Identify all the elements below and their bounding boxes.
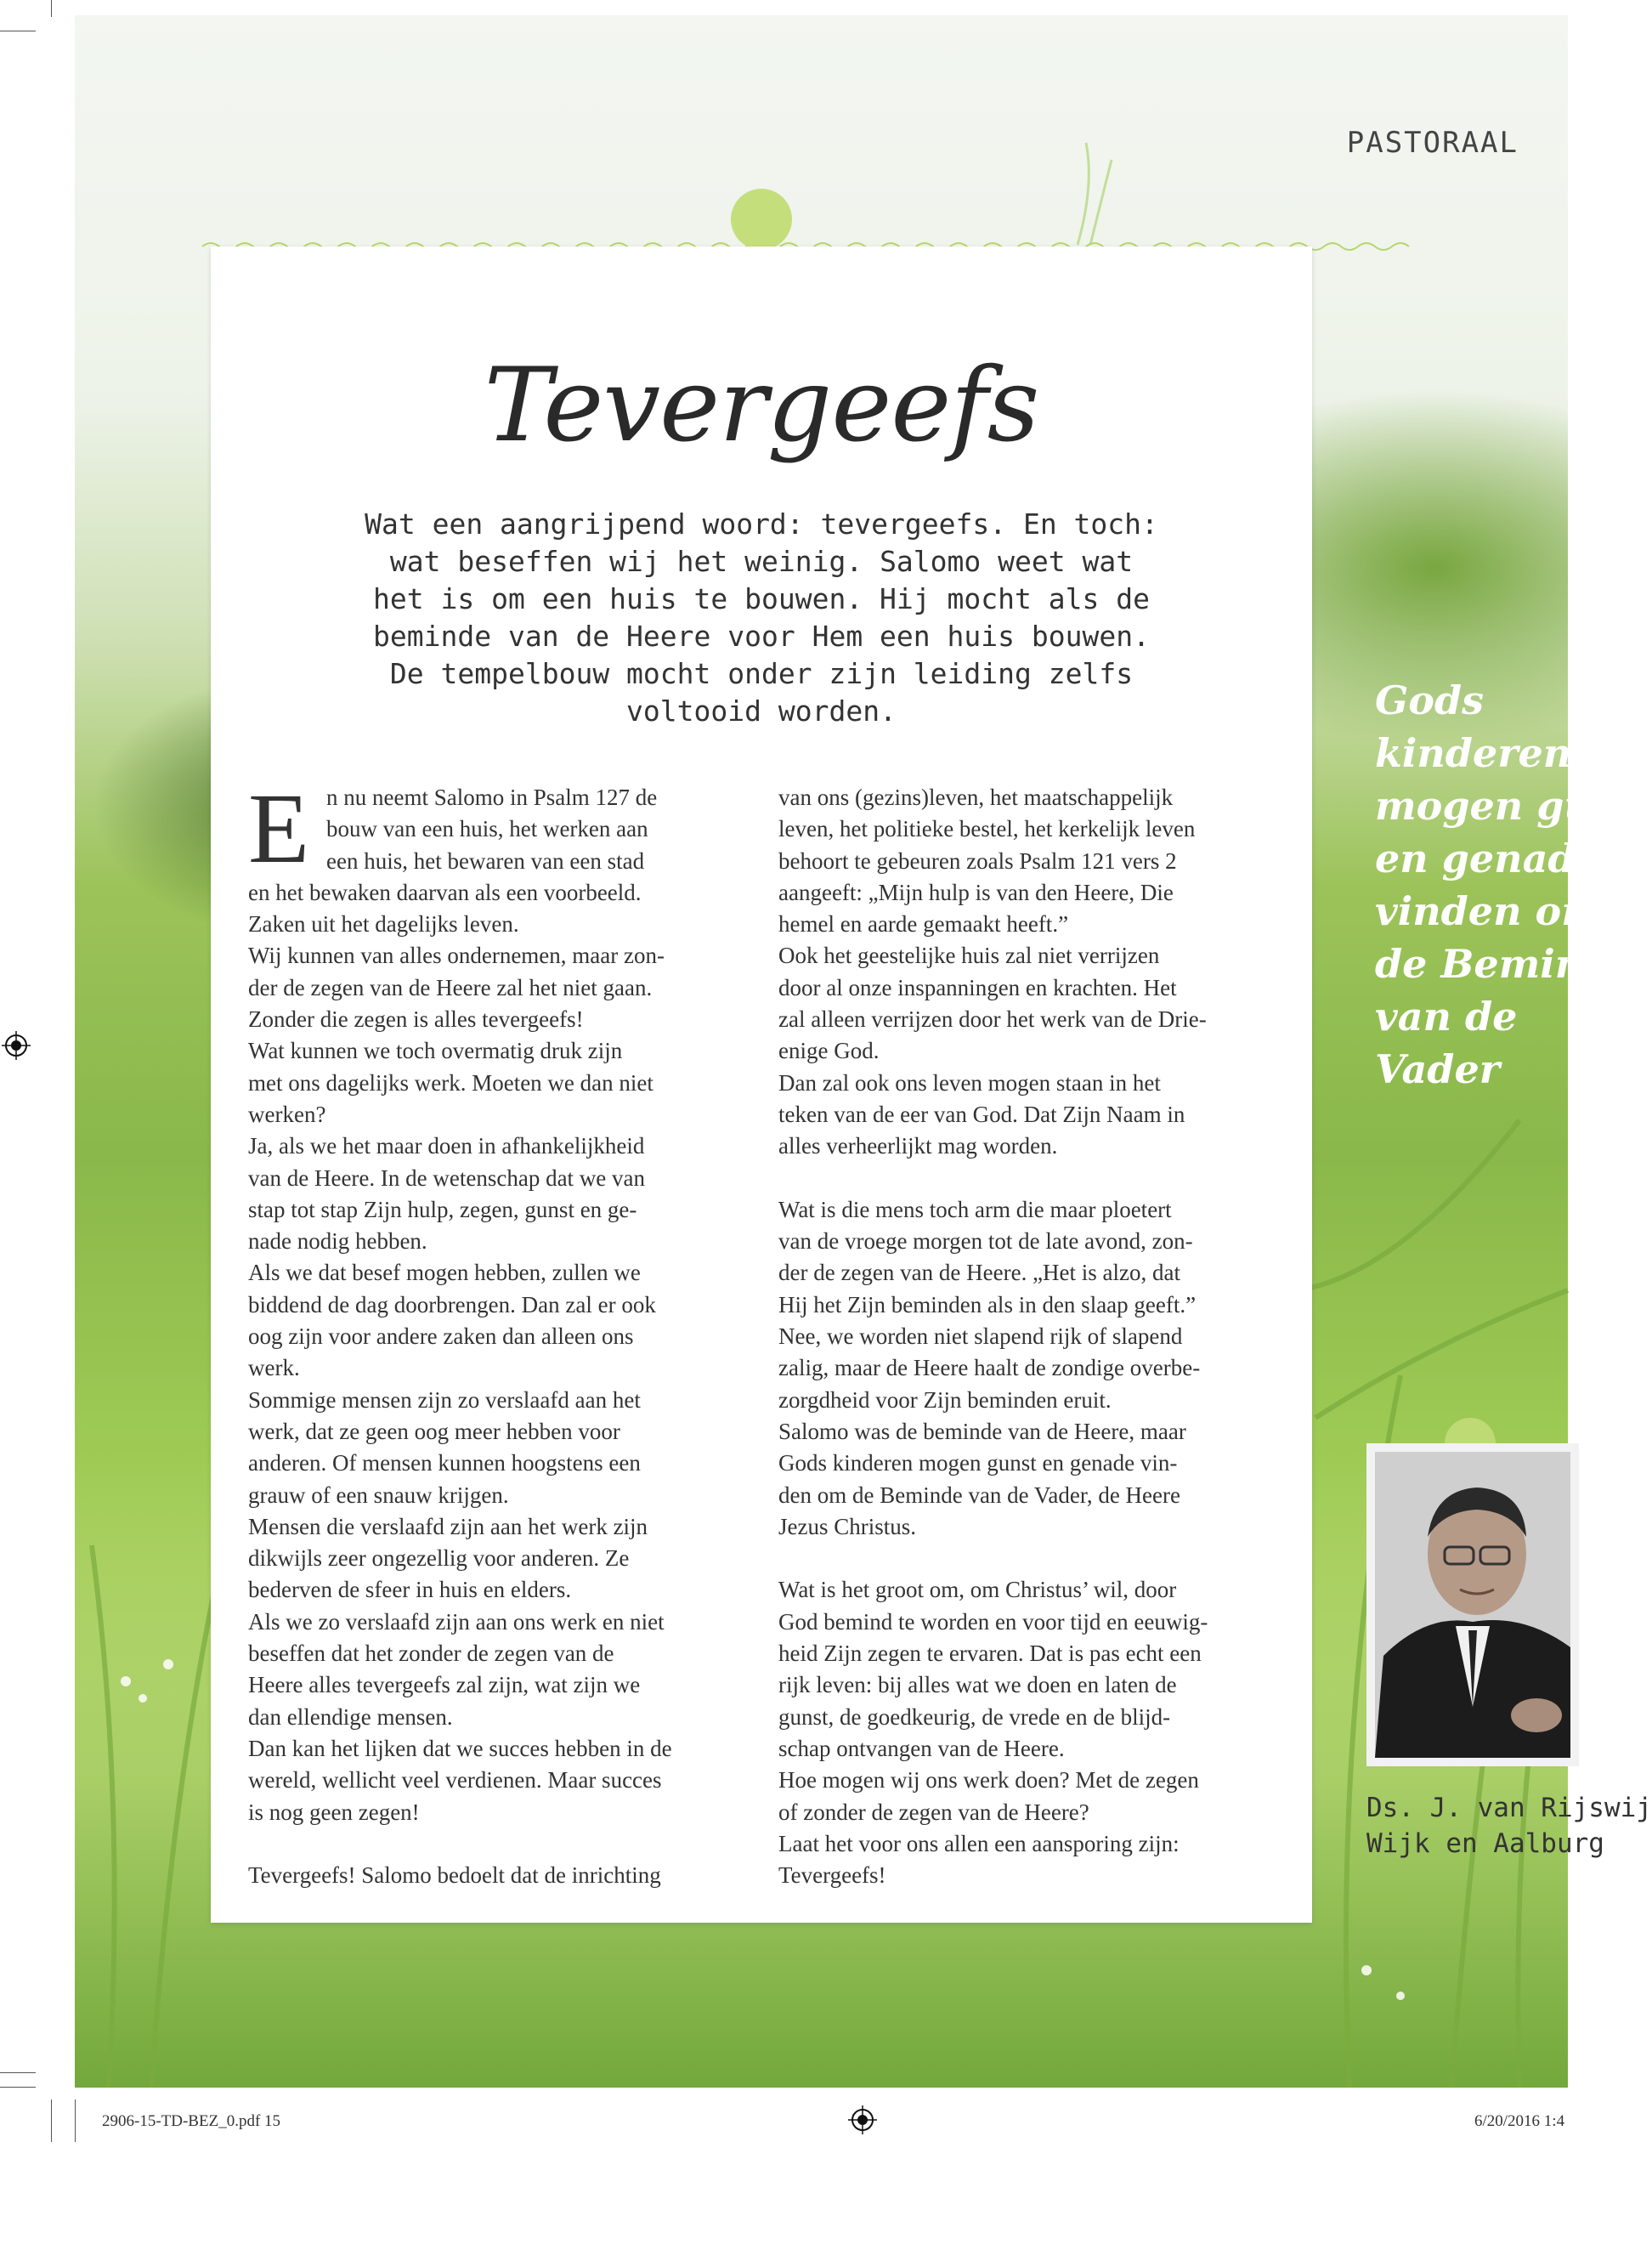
article-title: Tevergeefs bbox=[484, 347, 1039, 465]
section-label: PASTORAAL bbox=[1346, 126, 1519, 160]
text-line: den om de Beminde van de Vader, de Heere bbox=[778, 1482, 1180, 1508]
text-line: een huis, het bewaren van een stad bbox=[326, 847, 645, 874]
text-line: behoort te gebeuren zoals Psalm 121 vers 2 bbox=[778, 847, 1177, 874]
crop-mark bbox=[51, 0, 52, 17]
text-line: Ja, als we het maar doen in afhankelijkheid bbox=[248, 1133, 645, 1159]
author-caption bbox=[1366, 1790, 1652, 1862]
text-line: grauw of een snauw krijgen. bbox=[248, 1482, 509, 1508]
intro-line: De tempelbouw mocht onder zijn leiding zelfs bbox=[389, 657, 1134, 690]
accent-dot bbox=[731, 189, 792, 250]
text-line: zalig, maar de Heere haalt de zondige overbe- bbox=[778, 1355, 1201, 1381]
text-line: dikwijls zeer ongezellig voor anderen. Ze bbox=[248, 1545, 630, 1572]
text-line: zorgdheid voor Zijn beminden eruit. bbox=[778, 1386, 1112, 1413]
text-line: Dan kan het lijken dat we succes hebben in de bbox=[248, 1735, 672, 1761]
quote-line: Vader bbox=[1375, 1046, 1500, 1092]
author-location: Wijk en Aalburg bbox=[1366, 1828, 1604, 1859]
text-line: Wij kunnen van alles ondernemen, maar zon- bbox=[248, 943, 665, 969]
text-line: nade nodig hebben. bbox=[248, 1228, 427, 1255]
text-line: rijk leven: bij alles wat we doen en laten de bbox=[778, 1672, 1177, 1698]
text-line: enige God. bbox=[778, 1038, 880, 1064]
text-line: is nog geen zegen! bbox=[248, 1799, 420, 1825]
drop-cap: E bbox=[248, 773, 310, 884]
text-line: werk. bbox=[248, 1355, 300, 1381]
text-line: Mensen die verslaafd zijn aan het werk zijn bbox=[248, 1513, 648, 1539]
right-column bbox=[778, 782, 1305, 1891]
text-line: door al onze inspanningen en krachten. Het bbox=[778, 974, 1177, 1000]
text-line: Wat is die mens toch arm die maar ploetert bbox=[778, 1196, 1172, 1222]
text-line: heid Zijn zegen te ervaren. Dat is pas echt een bbox=[778, 1640, 1202, 1667]
paragraph-gap bbox=[778, 1543, 1305, 1574]
text-line: bederven de sfeer in huis en elders. bbox=[248, 1577, 572, 1603]
footer-filename: 2906-15-TD-BEZ_0.pdf 15 bbox=[102, 2112, 281, 2130]
text-line: wereld, wellicht veel verdienen. Maar succes bbox=[248, 1767, 662, 1794]
text-line: Salomo was de beminde van de Heere, maar bbox=[778, 1418, 1186, 1444]
text-line: leven, het politieke bestel, het kerkelijk leven bbox=[778, 816, 1196, 842]
article-intro bbox=[296, 506, 1227, 730]
quote-line: vinden om bbox=[1375, 888, 1603, 934]
text-line: der de zegen van de Heere. „Het is alzo, dat bbox=[778, 1260, 1181, 1286]
quote-line: van de bbox=[1375, 994, 1518, 1040]
intro-line: beminde van de Heere voor Hem een huis bouwen. bbox=[373, 620, 1150, 653]
text-line: Laat het voor ons allen een aansporing zijn: bbox=[778, 1830, 1180, 1856]
text-line: van de Heere. In de wetenschap dat we van bbox=[248, 1164, 646, 1191]
crop-mark bbox=[51, 2100, 52, 2142]
intro-line: Wat een aangrijpend woord: tevergeefs. En toch: bbox=[365, 507, 1158, 541]
crop-mark bbox=[75, 2100, 76, 2142]
text-line: zal alleen verrijzen door het werk van de Drie- bbox=[778, 1006, 1207, 1033]
text-line: beseffen dat het zonder de zegen van de bbox=[248, 1640, 614, 1667]
author-portrait bbox=[1375, 1452, 1570, 1758]
registration-mark-icon bbox=[848, 2105, 877, 2134]
text-line: Tevergeefs! bbox=[778, 1862, 886, 1889]
text-line: Dan zal ook ons leven mogen staan in het bbox=[778, 1069, 1161, 1096]
text-line: Zonder die zegen is alles tevergeefs! bbox=[248, 1006, 584, 1033]
text-line: stap tot stap Zijn hulp, zegen, gunst en ge- bbox=[248, 1196, 637, 1222]
text-line: werken? bbox=[248, 1101, 326, 1127]
text-line: der de zegen van de Heere zal het niet gaan. bbox=[248, 974, 653, 1000]
text-line: schap ontvangen van de Heere. bbox=[778, 1735, 1065, 1761]
author-photo bbox=[1366, 1443, 1579, 1766]
text-line: aangeeft: „Mijn hulp is van den Heere, Die bbox=[778, 879, 1174, 905]
quote-line: Gods bbox=[1375, 677, 1485, 723]
text-line: hemel en aarde gemaakt heeft.” bbox=[778, 911, 1069, 938]
intro-line: het is om een huis te bouwen. Hij mocht als de bbox=[373, 582, 1150, 615]
text-line: Tevergeefs! Salomo bedoelt dat de inrichting bbox=[248, 1862, 661, 1889]
registration-mark-icon bbox=[2, 1031, 31, 1060]
text-line: oog zijn voor andere zaken dan alleen ons bbox=[248, 1323, 634, 1350]
quote-line: de Bemind bbox=[1375, 941, 1611, 987]
text-line: n nu neemt Salomo in Psalm 127 de bbox=[326, 785, 658, 810]
intro-line: wat beseffen wij het weinig. Salomo weet wat bbox=[389, 545, 1134, 578]
text-line: bouw van een huis, het werken aan bbox=[326, 816, 648, 842]
text-line: Nee, we worden niet slapend rijk of slapend bbox=[778, 1323, 1183, 1350]
paragraph-gap bbox=[778, 1163, 1305, 1194]
text-line: Als we zo verslaafd zijn aan ons werk en niet bbox=[248, 1608, 665, 1635]
text-line: teken van de eer van God. Dat Zijn Naam in bbox=[778, 1101, 1185, 1127]
text-line: Jezus Christus. bbox=[778, 1513, 916, 1539]
quote-line: mogen gun bbox=[1375, 783, 1621, 829]
text-line: alles verheerlijkt mag worden. bbox=[778, 1133, 1058, 1159]
text-line: anderen. Of mensen kunnen hoogstens een bbox=[248, 1450, 641, 1476]
quote-line: kinderen bbox=[1375, 730, 1572, 776]
article-card bbox=[211, 246, 1312, 1923]
text-line: Als we dat besef mogen hebben, zullen we bbox=[248, 1260, 641, 1286]
text-line: werk, dat ze geen oog meer hebben voor bbox=[248, 1418, 620, 1444]
text-line: of zonder de zegen van de Heere? bbox=[778, 1799, 1089, 1825]
intro-line: voltooid worden. bbox=[626, 694, 897, 728]
text-line: van ons (gezins)leven, het maatschappelijk bbox=[778, 785, 1174, 810]
pull-quote bbox=[1375, 674, 1621, 1096]
crop-mark bbox=[0, 2072, 36, 2073]
text-line: Wat kunnen we toch overmatig druk zijn bbox=[248, 1038, 623, 1064]
text-line: Wat is het groot om, om Christus’ wil, door bbox=[778, 1577, 1177, 1603]
text-line: Ook het geestelijke huis zal niet verrijzen bbox=[778, 943, 1160, 969]
magazine-page bbox=[75, 15, 1652, 2088]
text-line: met ons dagelijks werk. Moeten we dan niet bbox=[248, 1069, 653, 1096]
footer-date: 6/20/2016 1:4 bbox=[1474, 2112, 1565, 2130]
text-line: Gods kinderen mogen gunst en genade vin- bbox=[778, 1450, 1178, 1476]
text-line: dan ellendige mensen. bbox=[248, 1703, 453, 1730]
text-line: God bemind te worden en voor tijd en eeuwig- bbox=[778, 1608, 1208, 1635]
left-column bbox=[248, 773, 775, 1891]
crop-mark bbox=[0, 2087, 36, 2088]
text-line: van de vroege morgen tot de late avond, zon- bbox=[778, 1228, 1193, 1255]
quote-line: en genade bbox=[1375, 836, 1600, 881]
author-name: Ds. J. van Rijswij bbox=[1366, 1793, 1652, 1823]
text-line: gunst, de goedkeurig, de vrede en de blijd- bbox=[778, 1703, 1171, 1730]
text-line: biddend de dag doorbrengen. Dan zal er ook bbox=[248, 1291, 656, 1318]
text-line: Heere alles tevergeefs zal zijn, wat zijn we bbox=[248, 1672, 641, 1698]
text-line: Sommige mensen zijn zo verslaafd aan het bbox=[248, 1386, 641, 1413]
text-line: Hoe mogen wij ons werk doen? Met de zegen bbox=[778, 1767, 1199, 1794]
text-line: Zaken uit het dagelijks leven. bbox=[248, 911, 519, 938]
paragraph-gap bbox=[248, 1828, 775, 1860]
text-line: en het bewaken daarvan als een voorbeeld. bbox=[248, 879, 642, 905]
text-line: Hij het Zijn beminden als in den slaap geeft.” bbox=[778, 1291, 1197, 1318]
